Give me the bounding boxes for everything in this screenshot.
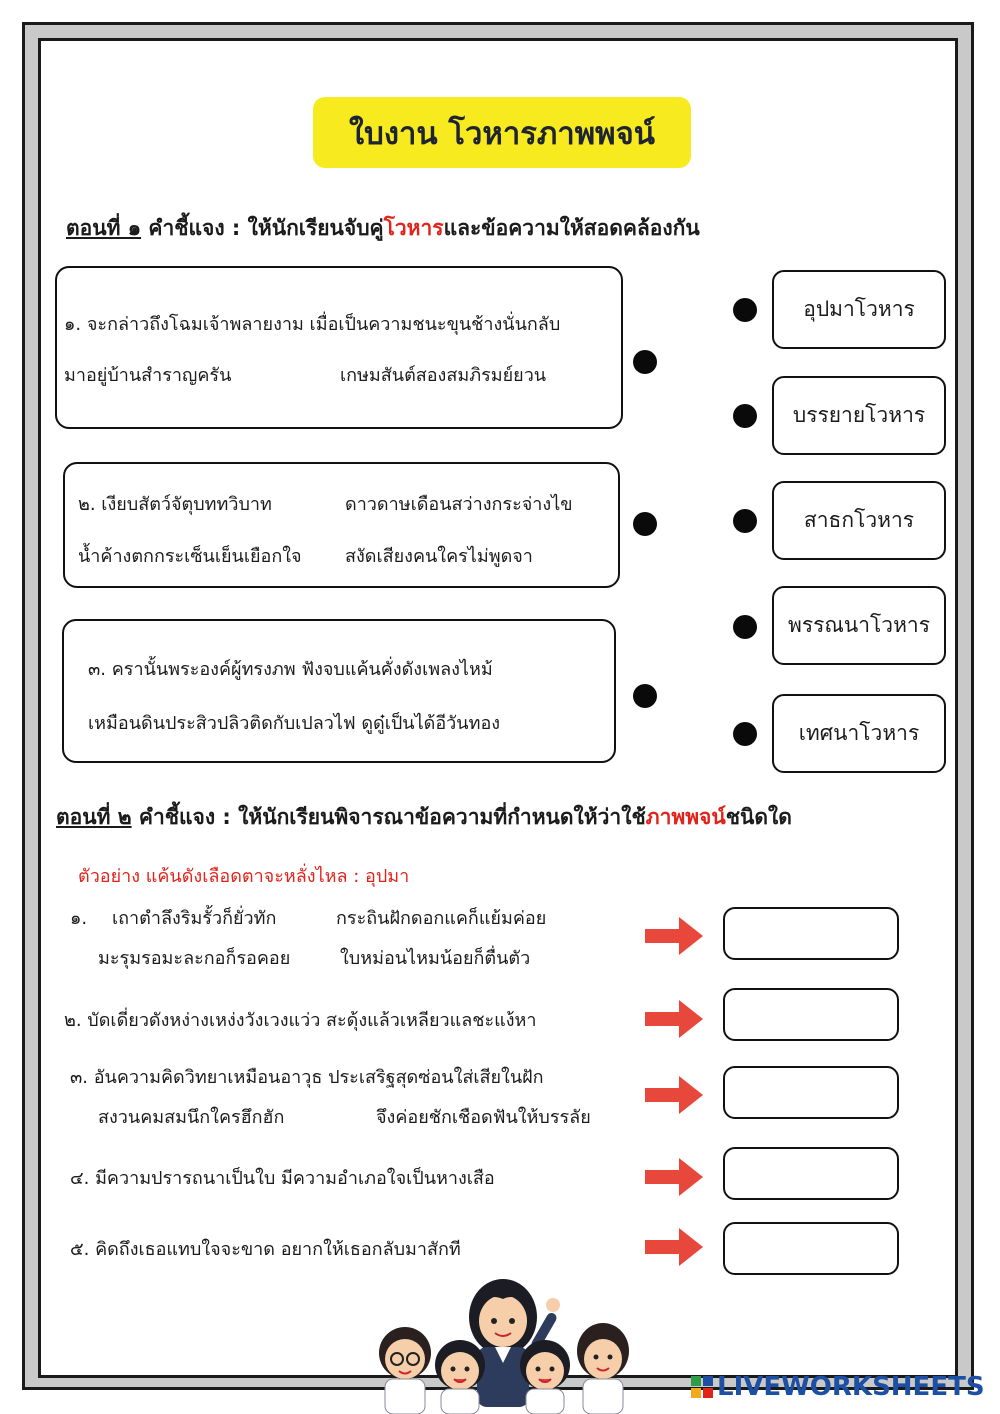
answer-input-1[interactable] — [723, 907, 899, 960]
answer-3-label: สาธกโวหาร — [803, 508, 915, 532]
p2-item1-line1a: เถาตำลึงริมรั้วก็ยั่วทัก — [112, 908, 277, 929]
teacher-students-illustration — [365, 1265, 645, 1414]
answer3-connector-dot[interactable] — [733, 509, 757, 533]
example-text: ตัวอย่าง แค้นดังเลือดตาจะหลั่งไหล : อุปมา — [78, 866, 410, 887]
p2-item3-line1: ๓. อันความคิดวิทยาเหมือนอาวุธ ประเสริฐสุดซ่อนใส่เสียในฝัก — [70, 1067, 544, 1088]
arrow-right-icon — [645, 917, 703, 955]
answer-2-label: บรรยายโวหาร — [792, 403, 926, 427]
answer-box-2 — [772, 376, 946, 455]
q1-line1: ๑. จะกล่าวถึงโฉมเจ้าพลายงาม เมื่อเป็นความชนะขุนช้างนั่นกลับ — [64, 314, 561, 335]
match-question-1 — [55, 266, 623, 429]
title-text: ใบงาน โวหารภาพพจน์ — [349, 115, 655, 152]
q1-line2a: มาอยู่บ้านสำราญครัน — [64, 365, 232, 386]
answer-box-1 — [772, 270, 946, 349]
answer-5-label: เทศนาโวหาร — [798, 721, 920, 745]
q2-line1b: ดาวดาษเดือนสว่างกระจ่างไข — [345, 494, 573, 515]
arrow-right-icon — [645, 1228, 703, 1266]
q3-connector-dot[interactable] — [633, 684, 657, 708]
p2-item1-line2b: ใบหม่อนไหมน้อยก็ตื่นตัว — [340, 948, 531, 969]
q3-line1: ๓. ครานั้นพระองค์ผู้ทรงภพ ฟังจบแค้นคั่งดังเพลงไหม้ — [88, 659, 493, 680]
q2-line2a: น้ำค้างตกกระเซ็นเย็นเยือกใจ — [78, 546, 302, 567]
part2-keyword: ภาพพจน์ — [645, 805, 726, 829]
answer4-connector-dot[interactable] — [733, 615, 757, 639]
part2-heading — [56, 801, 792, 834]
part1-instruction: คำชี้แจง : ให้นักเรียนจับคู่ — [141, 216, 384, 240]
q1-connector-dot[interactable] — [633, 350, 657, 374]
liveworksheets-brand — [691, 1370, 985, 1404]
part2-label: ตอนที่ ๒ — [56, 805, 132, 829]
p2-item3-line2b: จึงค่อยชักเชือดฟันให้บรรลัย — [376, 1107, 591, 1128]
answer-input-4[interactable] — [723, 1147, 899, 1200]
part1-label: ตอนที่ ๑ — [66, 216, 142, 240]
arrow-right-icon — [645, 1158, 703, 1196]
liveworksheets-logo-icon — [691, 1376, 713, 1398]
p2-item3-line2a: สงวนคมสมนึกใครฮึกฮัก — [98, 1107, 285, 1128]
match-question-3 — [62, 619, 616, 763]
answer-input-5[interactable] — [723, 1222, 899, 1275]
p2-item5-line1: ๕. คิดถึงเธอแทบใจจะขาด อยากให้เธอกลับมาสักที — [70, 1239, 461, 1260]
answer-1-label: อุปมาโวหาร — [803, 297, 915, 321]
brand-name: LIVEWORKSHEETS — [717, 1372, 985, 1402]
q1-line2b: เกษมสันต์สองสมภิรมย์ยวน — [340, 365, 547, 386]
q2-line2b: สงัดเสียงคนใครไม่พูดจา — [345, 546, 533, 567]
p2-item1-line1b: กระถินฝักดอกแคก็แย้มค่อย — [336, 908, 547, 929]
part1-keyword: โวหาร — [383, 216, 444, 240]
answer-box-3 — [772, 481, 946, 560]
answer2-connector-dot[interactable] — [733, 404, 757, 428]
p2-item1-number: ๑. — [70, 908, 88, 929]
arrow-right-icon — [645, 1076, 703, 1114]
answer1-connector-dot[interactable] — [733, 298, 757, 322]
q2-connector-dot[interactable] — [633, 512, 657, 536]
p2-item1-line2a: มะรุมรอมะละกอก็รอคอย — [98, 948, 291, 969]
worksheet-title — [313, 97, 691, 168]
answer-input-2[interactable] — [723, 988, 899, 1041]
answer-box-5 — [772, 694, 946, 773]
arrow-right-icon — [645, 1000, 703, 1038]
p2-item2-line1: ๒. บัดเดี่ยวดังหง่างเหง่งวังเวงแว่ว สะดุ้งแล้วเหลียวแลชะแง้หา — [64, 1010, 537, 1031]
answer-input-3[interactable] — [723, 1066, 899, 1119]
q2-line1a: ๒. เงียบสัตว์จัตุบททวิบาท — [78, 494, 272, 515]
q3-line2: เหมือนดินประสิวปลิวติดกับเปลวไฟ ดูดู๋เป็นได้อีวันทอง — [88, 713, 501, 734]
part2-instruction: คำชี้แจง : ให้นักเรียนพิจารณาข้อความที่กำหนดให้ว่าใช้ — [131, 805, 646, 829]
p2-item4-line1: ๔. มีความปรารถนาเป็นใบ มีความอำเภอใจเป็นหางเสือ — [70, 1168, 495, 1189]
answer-box-4 — [772, 586, 946, 665]
part1-heading — [66, 212, 700, 245]
answer-4-label: พรรณนาโวหาร — [787, 613, 931, 637]
answer5-connector-dot[interactable] — [733, 722, 757, 746]
part2-instruction-end: ชนิดใด — [725, 805, 792, 829]
part1-instruction-end: และข้อความให้สอดคล้องกัน — [443, 216, 700, 240]
